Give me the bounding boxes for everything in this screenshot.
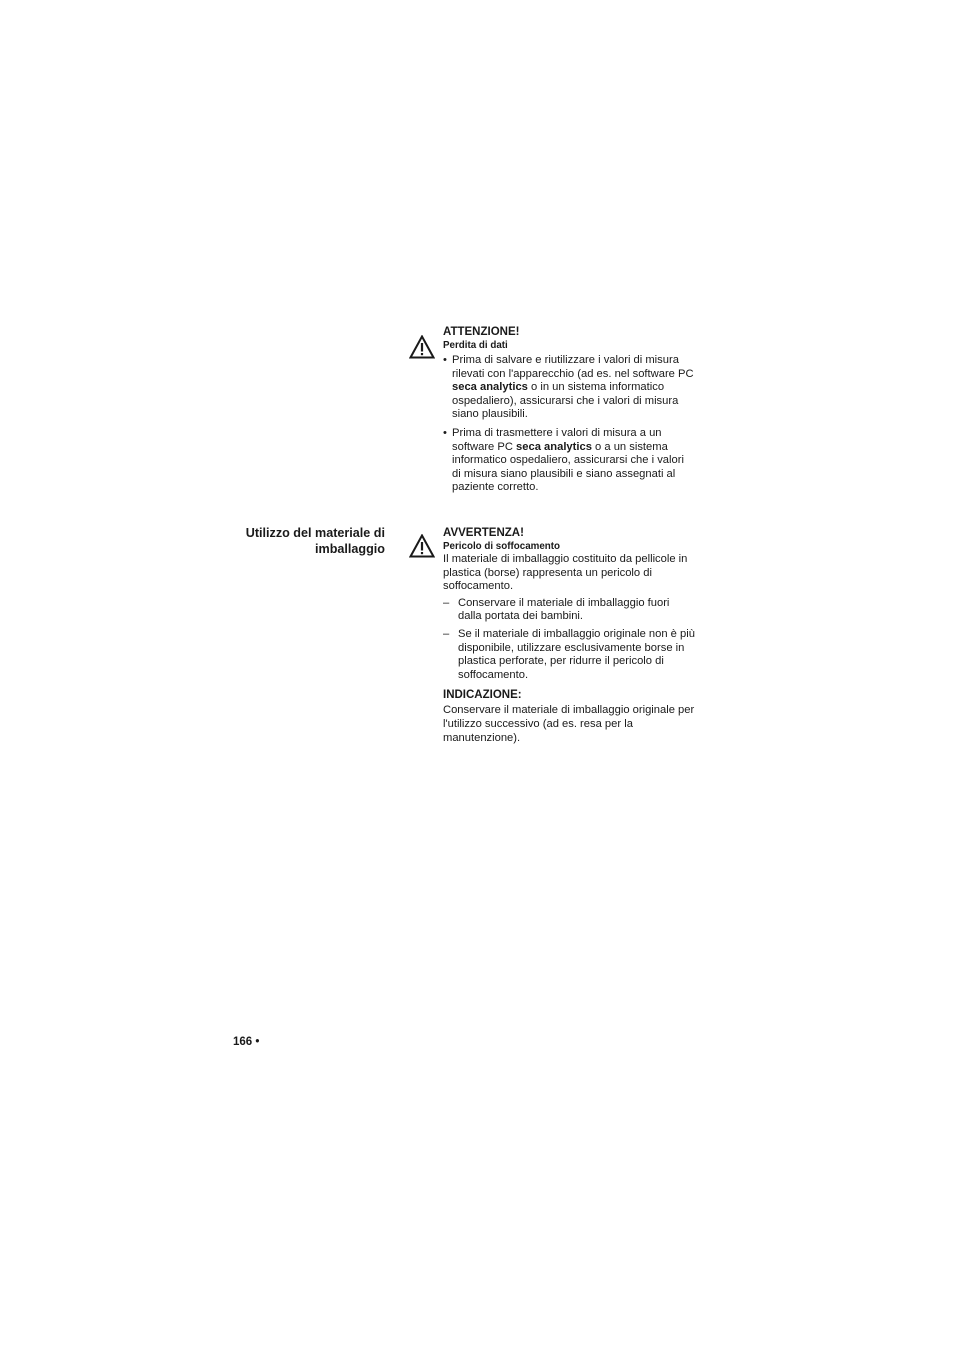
product-name: seca analytics — [516, 440, 592, 453]
attention-title: ATTENZIONE! — [443, 326, 520, 338]
warning-title: AVVERTENZA! — [443, 527, 524, 539]
warning-notice — [443, 527, 695, 745]
warning-subtitle: Pericolo di soffocamento — [443, 541, 561, 552]
attention-subtitle: Perdita di dati — [443, 340, 508, 351]
attention-item-text: o a un sistema informatico ospedaliero, assicurarsi che i valori di misura siano plausibili e siano assegnati al paziente corretto. — [452, 440, 684, 494]
warning-triangle-icon — [409, 335, 435, 359]
bullet-mark: • — [443, 354, 447, 366]
attention-item-text: Prima di trasmettere i valori di misura a un software PC — [452, 426, 662, 453]
note-text: Conservare il materiale di imballaggio originale per l'utilizzo successivo (ad es. resa per la manutenzione). — [443, 704, 695, 744]
attention-notice — [443, 326, 695, 495]
warning-item — [443, 628, 695, 682]
product-name: seca analytics — [452, 381, 528, 394]
section-title-line: Utilizzo del materiale di — [245, 526, 385, 540]
dash-mark: – — [443, 596, 450, 609]
section-title — [205, 526, 385, 557]
warning-intro: Il materiale di imballaggio costituito da pellicole in plastica (borse) rappresenta un pericolo di soffocamento. — [443, 553, 688, 593]
warning-item — [443, 597, 695, 624]
note-title: INDICAZIONE: — [443, 689, 522, 702]
section-title-line: imballaggio — [315, 541, 385, 556]
dash-mark: – — [443, 627, 450, 640]
bullet-mark: • — [443, 426, 447, 439]
attention-item-text: o in un sistema informatico ospedaliero), assicurarsi che i valori di misura siano plausibili. — [452, 381, 679, 421]
page-number: 166 • — [233, 1036, 260, 1048]
attention-item — [443, 427, 695, 495]
warning-triangle-icon — [409, 534, 435, 558]
attention-item — [443, 354, 695, 422]
attention-item-text: Prima di salvare e riutilizzare i valori di misura rilevati con l'apparecchio (ad es. nel software PC — [452, 354, 694, 380]
warning-item-text: Se il materiale di imballaggio originale non è più disponibile, utilizzare esclusivamente borse in plastica perforate, per ridurre il pericolo di soffocamento. — [458, 627, 695, 681]
warning-item-text: Conservare il materiale di imballaggio fuori dalla portata dei bambini. — [458, 596, 670, 623]
